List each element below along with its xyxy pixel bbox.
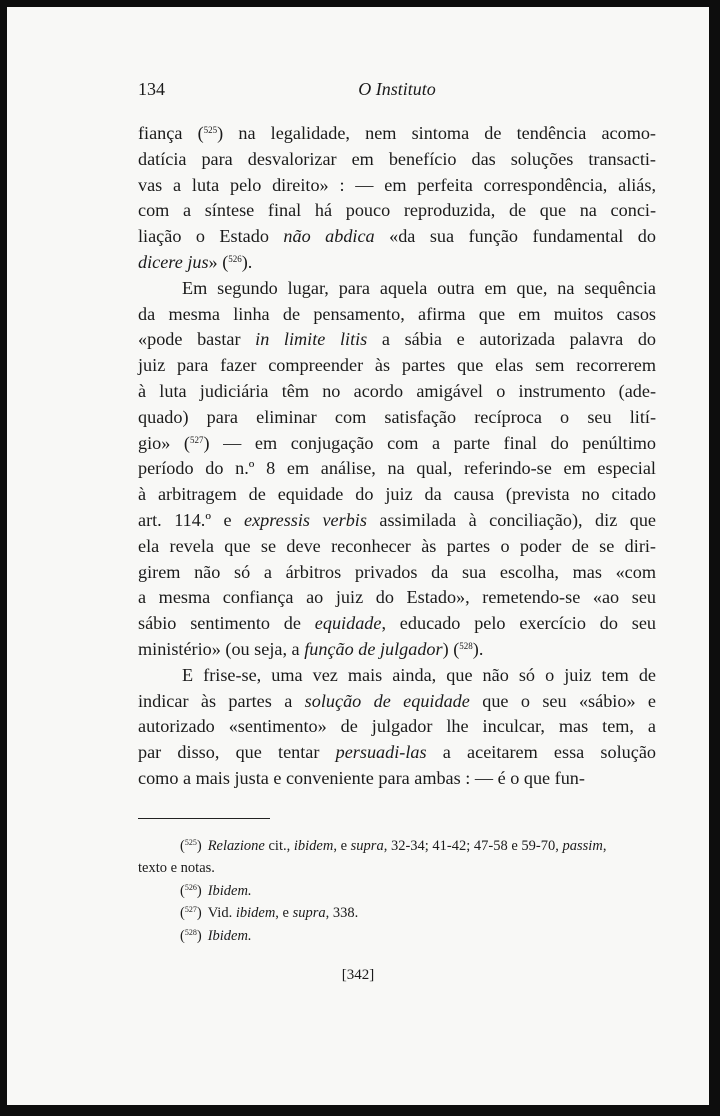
text-line: [138, 147, 656, 173]
text-line: [138, 508, 656, 534]
text-line: [138, 198, 656, 224]
book-page: [7, 7, 709, 1105]
text-run: datícia para desvalorizar em benefício das soluções transacti-: [138, 148, 656, 169]
text-line: [138, 379, 656, 405]
text-line: [138, 224, 656, 250]
text-run: «pode bastar: [138, 329, 256, 350]
text-line: [138, 560, 656, 586]
text-run: à arbitragem de equidade do juiz da causa (prevista no citado: [138, 484, 656, 505]
text-run: ) na legalidade, nem sintoma de tendência acomo-: [217, 123, 656, 143]
text-line: [138, 482, 656, 508]
text-run: liação o Estado: [138, 226, 284, 247]
text-line: [138, 714, 656, 740]
footnote-marker: ($^{525}$): [180, 838, 202, 854]
text-run: sábio sentimento de: [138, 613, 315, 634]
text-run: ela revela que se deve reconhecer às partes o poder de se diri-: [138, 535, 656, 556]
footnote-marker: ($^{526}$): [180, 882, 202, 899]
body-text: [138, 121, 656, 792]
text-run: quado) para eliminar com satisfação recíproca o seu lití-: [138, 406, 656, 427]
page-header: [138, 79, 656, 105]
text-run: , educado pelo exercício do seu: [381, 613, 656, 634]
text-line: [138, 353, 656, 379]
text-run: com a síntese final há pouco reproduzida, de que na conci-: [138, 200, 656, 221]
footnote-marker: ($^{528}$): [180, 927, 202, 944]
text-run: juiz para fazer compreender às partes que elas sem recorrerem: [138, 355, 656, 376]
italic-text: equidade: [314, 613, 382, 634]
text-line: [138, 637, 656, 663]
text-run: Em segundo lugar, para aquela outra em que, na sequência: [182, 277, 656, 298]
text-run: girem não só a árbitros privados da sua escolha, mas «com: [138, 561, 656, 582]
running-title: O Instituto: [358, 79, 436, 99]
text-run: assimilada à conciliação), diz que: [366, 509, 656, 530]
text-run: gio» (: [138, 432, 190, 453]
footnote: [138, 902, 656, 924]
text-line: [138, 740, 656, 766]
text-run: a sábia e autorizada palavra do: [367, 329, 657, 350]
text-run: par disso, que tentar: [138, 742, 336, 763]
text-line: [138, 250, 656, 276]
text-line: [138, 534, 656, 560]
italic-text: Relazione: [207, 838, 265, 854]
italic-text: ibidem: [293, 838, 334, 854]
text-run: E frise-se, uma vez mais ainda, que não só o juiz tem de: [182, 664, 656, 685]
text-run: ,: [602, 838, 607, 854]
text-run: , 32-34; 41-42; 47-58 e 59-70,: [383, 838, 563, 854]
italic-text: não abdica: [283, 226, 375, 247]
paragraph: [138, 121, 656, 276]
italic-text: ibidem: [235, 905, 276, 922]
text-run: , 338.: [325, 905, 359, 922]
italic-text: supra: [292, 905, 326, 922]
text-run: ministério» (ou seja, a: [138, 638, 305, 659]
text-line: [138, 327, 656, 353]
text-run: «da sua função fundamental do: [374, 226, 656, 247]
paragraph: [138, 276, 656, 663]
text-line: [138, 431, 656, 457]
text-run: ).: [472, 638, 484, 659]
text-run: » (: [208, 251, 229, 272]
text-run: à luta judiciária têm no acordo amigável o instrumento (ade-: [138, 380, 656, 401]
italic-text: persuadi-las: [335, 742, 427, 763]
footnote-reference: 526: [228, 253, 242, 264]
text-run: , e: [333, 838, 351, 854]
text-line: [138, 121, 656, 147]
footnote-divider: [138, 818, 270, 819]
text-run: Vid.: [207, 905, 236, 922]
text-line: [138, 405, 656, 431]
italic-text: função de julgador: [304, 638, 443, 659]
footnote: [138, 925, 656, 947]
text-run: a aceitarem essa solução: [426, 742, 656, 763]
footnote: [138, 880, 656, 902]
italic-text: Ibidem.: [207, 927, 252, 944]
page-number: 134: [138, 79, 165, 99]
italic-text: supra: [350, 838, 384, 854]
footnotes: [138, 835, 656, 947]
text-run: art. 114.º e: [138, 509, 244, 530]
footnote: [138, 857, 656, 879]
text-run: texto e notas.: [138, 860, 215, 877]
paragraph: [138, 663, 656, 792]
text-run: que o seu «sábio» e: [469, 690, 656, 711]
text-line: [138, 302, 656, 328]
italic-text: Ibidem.: [207, 882, 252, 899]
text-run: a mesma confiança ao juiz do Estado», remetendo-se «ao seu: [138, 587, 656, 608]
footnote-number: 526: [184, 882, 197, 892]
text-run: fiança (: [138, 123, 204, 143]
footnote-reference: 525: [203, 125, 218, 135]
italic-text: dicere jus: [138, 251, 209, 272]
text-run: , e: [275, 905, 293, 922]
footnote-marker: ($^{527}$): [180, 905, 202, 922]
text-run: da mesma linha de pensamento, afirma que em muitos casos: [138, 303, 656, 324]
text-run: autorizado «sentimento» de julgador lhe inculcar, mas tem, a: [138, 716, 656, 737]
italic-text: in limite litis: [255, 329, 368, 350]
text-run: cit.,: [264, 838, 294, 854]
text-line: [138, 663, 656, 689]
footnote-number: 528: [184, 927, 197, 937]
text-line: [138, 611, 656, 637]
text-line: [138, 173, 656, 199]
footnote-number: 525: [184, 838, 197, 847]
footnote-reference: 527: [189, 434, 204, 445]
text-run: como a mais justa e conveniente para ambas : — é o que fun-: [138, 767, 585, 788]
text-run: ) — em conjugação com a parte final do penúltimo: [203, 432, 656, 453]
italic-text: passim: [562, 838, 603, 854]
text-line: [138, 585, 656, 611]
footnote: [138, 835, 656, 857]
italic-text: solução de equidade: [304, 690, 470, 711]
text-run: período do n.º 8 em análise, na qual, referindo-se em especial: [138, 458, 656, 479]
text-line: [138, 766, 656, 792]
footnote-number: 527: [184, 905, 197, 915]
text-run: vas a luta pelo direito» : — em perfeita correspondência, aliás,: [138, 174, 656, 195]
text-line: [138, 456, 656, 482]
italic-text: expressis verbis: [244, 509, 367, 530]
text-run: indicar às partes a: [138, 690, 305, 711]
original-page-number: [342]: [341, 967, 375, 983]
text-run: ) (: [442, 638, 460, 659]
footnote-reference: 528: [459, 640, 473, 651]
text-line: [138, 689, 656, 715]
text-line: [138, 276, 656, 302]
text-run: ).: [241, 251, 253, 272]
